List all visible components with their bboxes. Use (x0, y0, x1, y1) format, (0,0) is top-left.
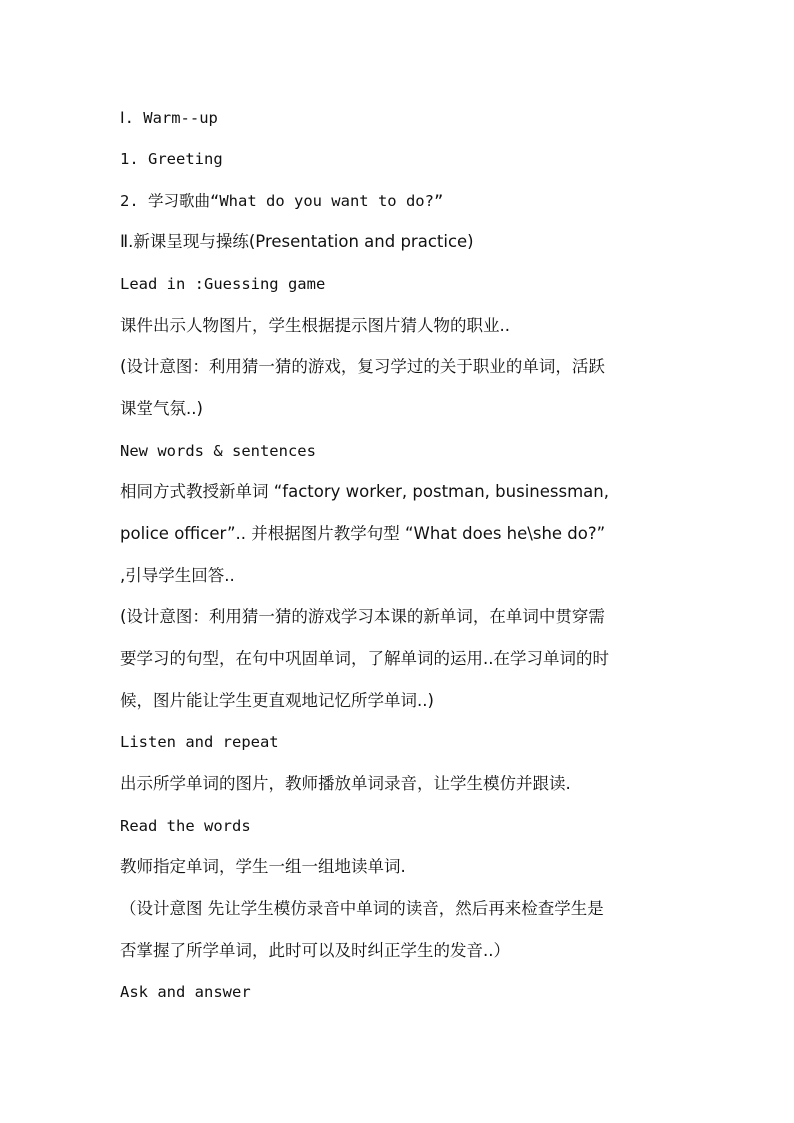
subheading-read-words: Read the words (120, 817, 251, 835)
heading-warm-up: Ⅰ. Warm--up (120, 109, 218, 127)
paragraph-text: 出示所学单词的图片，教师播放单词录音，让学生模仿并跟读. (120, 774, 571, 793)
paragraph-text: 课件出示人物图片，学生根据提示图片猜人物的职业.. (120, 316, 510, 335)
subheading-listen-repeat: Listen and repeat (120, 733, 279, 751)
paragraph-text: 相同方式教授新单词 “factory worker, postman, businessman, (120, 482, 609, 501)
paragraph-text: (设计意图：利用猜一猜的游戏学习本课的新单词，在单词中贯穿需 (120, 607, 605, 626)
paragraph-text: ,引导学生回答.. (120, 566, 235, 585)
paragraph-text: police officer”.. 并根据图片教学句型 “What does he\she do?” (120, 524, 606, 543)
paragraph-text: 候，图片能让学生更直观地记忆所学单词..) (120, 691, 434, 710)
paragraph-text: 教师指定单词，学生一组一组地读单词. (120, 857, 406, 876)
subheading-ask-answer: Ask and answer (120, 983, 251, 1001)
item-song: 2. 学习歌曲“What do you want to do?” (120, 192, 444, 210)
paragraph-text: 课堂气氛..) (120, 399, 203, 418)
paragraph-text: （设计意图 先让学生模仿录音中单词的读音，然后再来检查学生是 (120, 899, 604, 918)
subheading-new-words: New words & sentences (120, 442, 316, 460)
heading-presentation: Ⅱ.新课呈现与操练(Presentation and practice) (120, 232, 474, 251)
paragraph-text: (设计意图：利用猜一猜的游戏，复习学过的关于职业的单词，活跃 (120, 357, 605, 376)
paragraph-text: 要学习的句型，在句中巩固单词，了解单词的运用..在学习单词的时 (120, 649, 609, 668)
item-greeting: 1. Greeting (120, 150, 223, 168)
subheading-lead-in: Lead in :Guessing game (120, 275, 326, 293)
paragraph-text: 否掌握了所学单词，此时可以及时纠正学生的发音..） (120, 941, 510, 960)
